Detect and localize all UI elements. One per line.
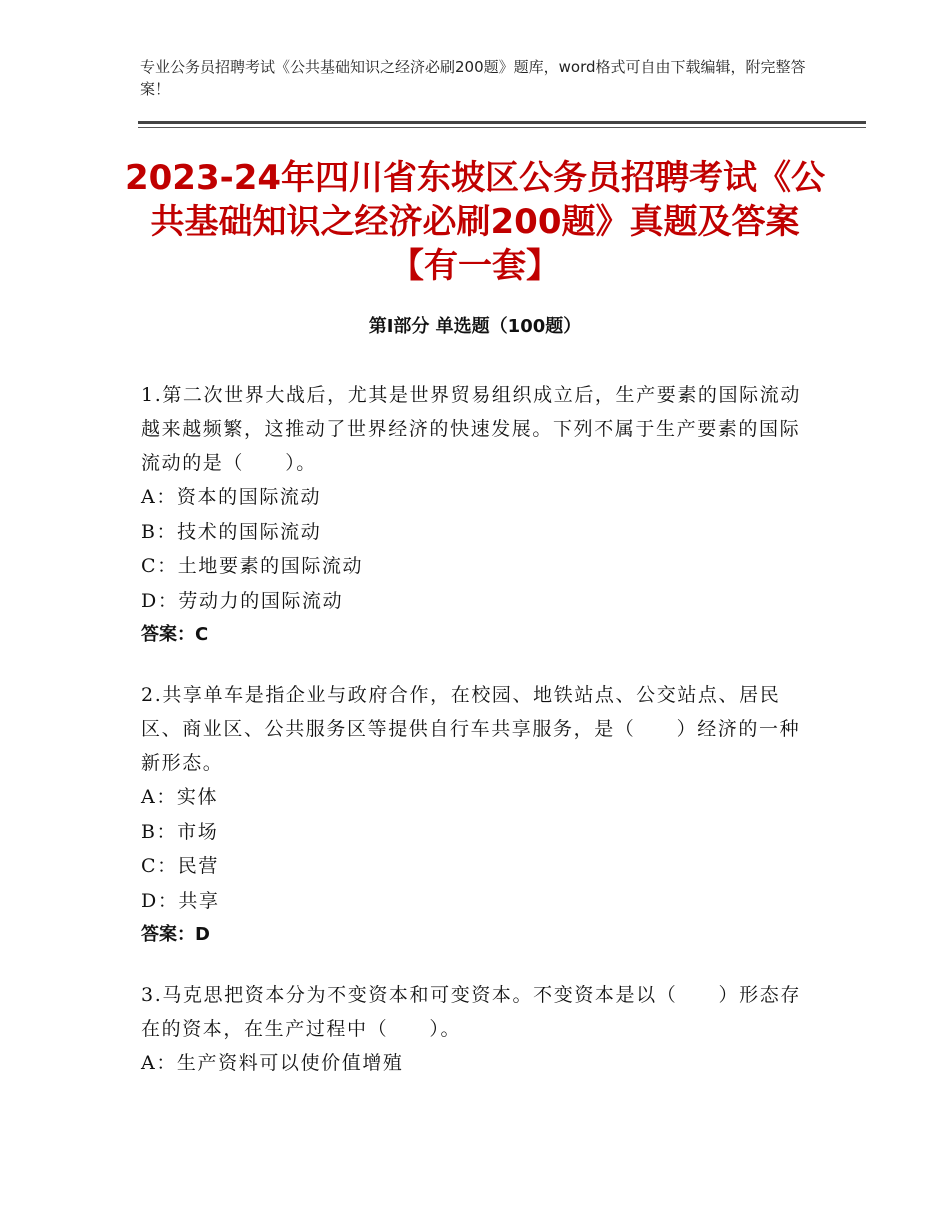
question-option: B：技术的国际流动 <box>141 520 322 543</box>
question-answer: 答案：D <box>141 924 210 945</box>
question-stem: 1.第二次世界大战后，尤其是世界贸易组织成立后，生产要素的国际流动越来越频繁，这推动了世界经济的快速发展。下列不属于生产要素的国际流动的是（ ）。 <box>141 384 801 474</box>
question-option: B：市场 <box>141 820 219 843</box>
document-title: 2023-24年四川省东坡区公务员招聘考试《公共基础知识之经济必刷200题》真题及答案【有一套】 <box>124 158 826 286</box>
question-option: A：生产资料可以使价值增殖 <box>141 1052 404 1074</box>
question-list <box>141 378 801 1107</box>
question-option: D：共享 <box>141 889 220 912</box>
header-divider-thick <box>138 121 866 124</box>
header-note: 专业公务员招聘考试《公共基础知识之经济必刷200题》题库，word格式可自由下载编辑，附完整答案！ <box>140 58 806 98</box>
question-stem: 3.马克思把资本分为不变资本和可变资本。不变资本是以（ ）形态存在的资本，在生产过程中（ ）。 <box>141 984 801 1040</box>
question-option: D：劳动力的国际流动 <box>141 589 344 612</box>
section-title: 第Ⅰ部分 单选题（100题） <box>368 316 582 337</box>
question-option: A：资本的国际流动 <box>141 486 322 508</box>
question-item <box>141 978 801 1081</box>
header-divider-thin <box>138 127 866 128</box>
question-option: C：民营 <box>141 855 219 877</box>
question-option: C：土地要素的国际流动 <box>141 555 364 577</box>
question-item <box>141 378 801 652</box>
question-stem: 2.共享单车是指企业与政府合作，在校园、地铁站点、公交站点、居民区、商业区、公共服务区等提供自行车共享服务，是（ ）经济的一种新形态。 <box>141 684 801 774</box>
question-answer: 答案：C <box>141 624 209 645</box>
question-item <box>141 678 801 952</box>
question-option: A：实体 <box>141 786 219 808</box>
